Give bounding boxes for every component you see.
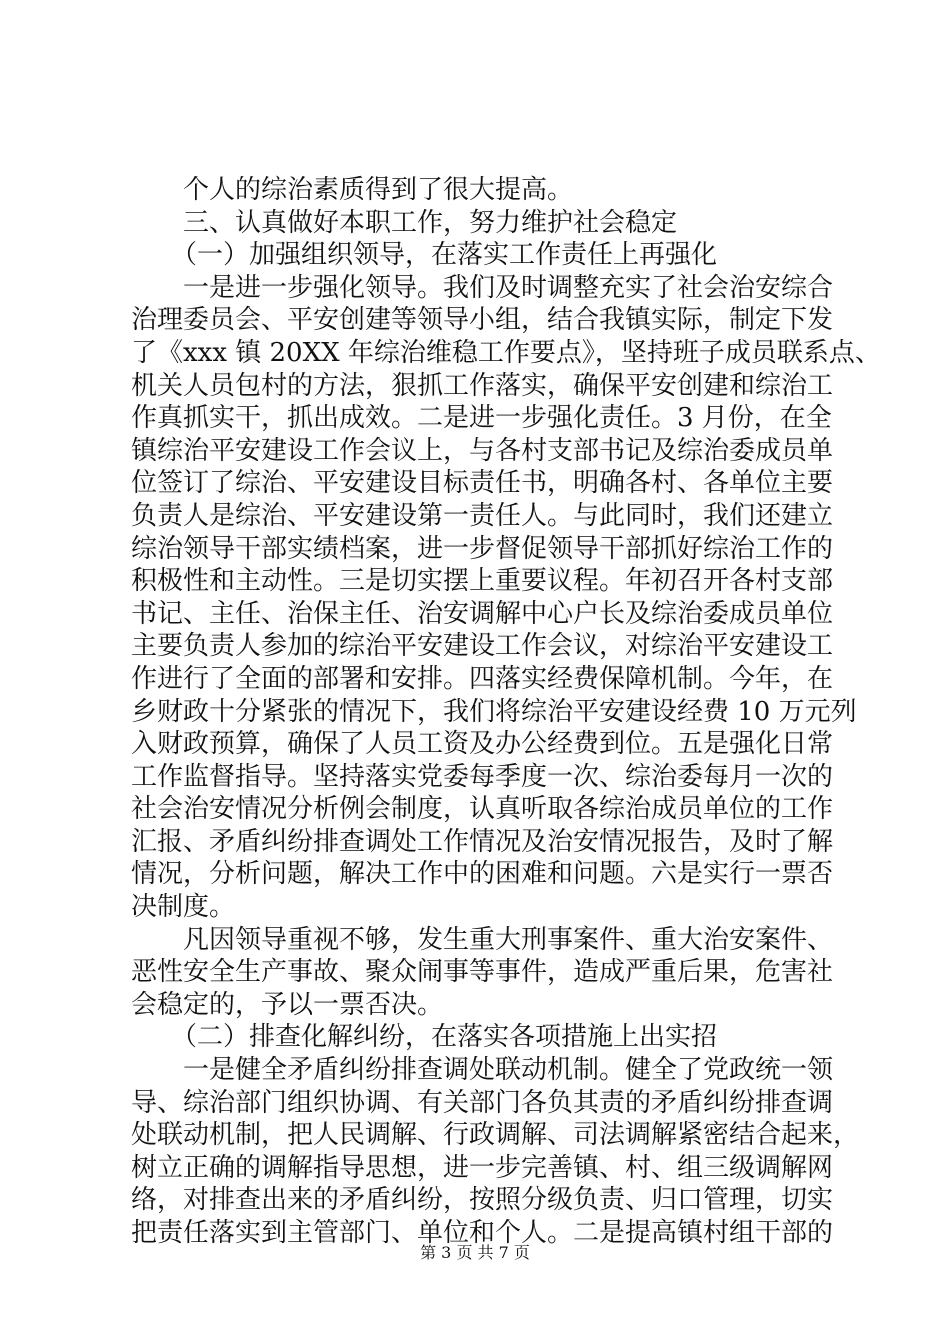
text-line: 恶性安全生产事故、聚众闹事等事件，造成严重后果，危害社 [131, 957, 834, 988]
document-body [131, 174, 881, 1250]
text-line: 处联动机制，把人民调解、行政调解、司法调解紧密结合起来， [131, 1120, 860, 1151]
text-line: 凡因领导重视不够，发生重大刑事案件、重大治安案件、 [183, 924, 834, 955]
text-line: 三、认真做好本职工作，努力维护社会稳定 [183, 207, 678, 238]
text-line: 络，对排查出来的矛盾纠纷，按照分级负责、归口管理，切实 [131, 1185, 834, 1216]
text-line: 工作监督指导。坚持落实党委每季度一次、综治委每月一次的 [131, 761, 834, 792]
text-line: 书记、主任、治保主任、治安调解中心户长及综治委成员单位 [131, 598, 834, 629]
text-line: 综治领导干部实绩档案，进一步督促领导干部抓好综治工作的 [131, 533, 834, 564]
text-line: 导、综治部门组织协调、有关部门各负其责的矛盾纠纷排查调 [131, 1087, 834, 1118]
text-line: 积极性和主动性。三是切实摆上重要议程。年初召开各村支部 [131, 566, 834, 597]
text-line: 个人的综治素质得到了很大提高。 [183, 175, 574, 205]
text-line: 机关人员包村的方法，狠抓工作落实，确保平安创建和综治工 [131, 370, 834, 401]
page-footer: 第 3 页 共 7 页 [420, 1243, 530, 1262]
text-line: （一）加强组织领导，在落实工作责任上再强化 [171, 240, 718, 271]
text-line: 镇综治平安建设工作会议上，与各村支部书记及综治委成员单 [131, 435, 834, 466]
text-line: 决制度。 [131, 892, 236, 923]
text-line: 作真抓实干，抓出成效。二是进一步强化责任。3 月份，在全 [131, 403, 832, 434]
text-line: 位签订了综治、平安建设目标责任书，明确各村、各单位主要 [131, 468, 834, 499]
text-line: 入财政预算，确保了人员工资及办公经费到位。五是强化日常 [131, 729, 834, 760]
text-line: 主要负责人参加的综治平安建设工作会议，对综治平安建设工 [131, 631, 834, 662]
text-line: 情况，分析问题，解决工作中的困难和问题。六是实行一票否 [131, 859, 834, 890]
text-line: 把责任落实到主管部门、单位和个人。二是提高镇村组干部的 [131, 1218, 834, 1248]
text-line: 治理委员会、平安创建等领导小组，结合我镇实际，制定下发 [131, 305, 834, 336]
text-line: 了《xxx 镇 20XX 年综治维稳工作要点》，坚持班子成员联系点、 [131, 337, 881, 368]
text-line: 汇报、矛盾纠纷排查调处工作情况及治安情况报告，及时了解 [131, 826, 834, 857]
text-line: （二）排查化解纠纷，在落实各项措施上出实招 [171, 1022, 718, 1053]
text-line: 一是健全矛盾纠纷排查调处联动机制。健全了党政统一领 [183, 1055, 834, 1086]
text-line: 会稳定的，予以一票否决。 [131, 989, 444, 1020]
text-line: 社会治安情况分析例会制度，认真听取各综治成员单位的工作 [131, 794, 834, 825]
text-line: 树立正确的调解指导思想，进一步完善镇、村、组三级调解网 [131, 1152, 834, 1183]
text-line: 乡财政十分紧张的情况下，我们将综治平安建设经费 10 万元列 [131, 696, 857, 727]
text-line: 负责人是综治、平安建设第一责任人。与此同时，我们还建立 [131, 500, 834, 531]
text-line: 作进行了全面的部署和安排。四落实经费保障机制。今年，在 [131, 663, 834, 694]
text-line: 一是进一步强化领导。我们及时调整充实了社会治安综合 [183, 272, 834, 303]
